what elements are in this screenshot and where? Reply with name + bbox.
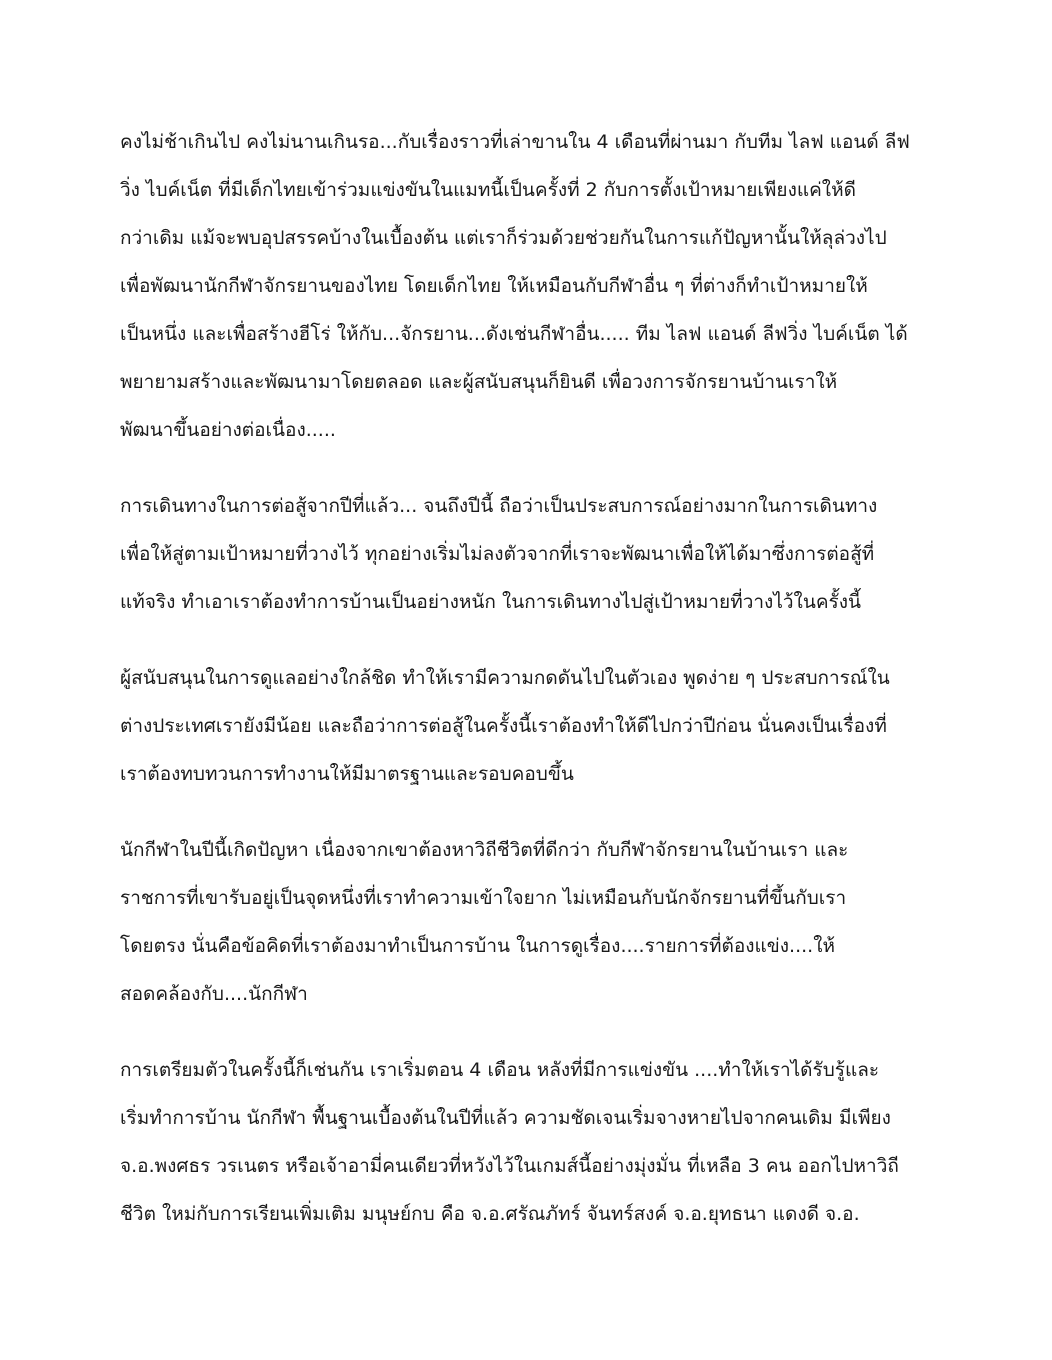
text-line: กว่าเดิม แม้จะพบอุปสรรคบ้างในเบื้องต้น แต่เราก็ร่วมด้วยช่วยกันในการแก้ปัญหานั้นให้ลุล่วงไป: [120, 227, 887, 249]
text-line: เริ่มทำการบ้าน นักกีฬา พื้นฐานเบื้องต้นในปีที่แล้ว ความชัดเจนเริ่มจางหายไปจากคนเดิม มีเพียง: [120, 1107, 891, 1129]
text-line: วิ่ง ไบค์เน็ต ที่มีเด็กไทยเข้าร่วมแข่งขันในแมทนี้เป็นครั้งที่ 2 กับการตั้งเป้าหมายเพียงแค่ให้ดี: [120, 179, 856, 201]
paragraph-4: [120, 826, 950, 1018]
paragraph-2: [120, 482, 950, 626]
text-line: เป็นหนึ่ง และเพื่อสร้างฮีโร่ ให้กับ...จักรยาน...ดังเช่นกีฬาอื่น..... ทีม ไลฟ แอนด์ ลีฟวิ่ง ไบค์เน็ต ได้: [120, 323, 908, 345]
text-line: การเดินทางในการต่อสู้จากปีที่แล้ว... จนถึงปีนี้ ถือว่าเป็นประสบการณ์อย่างมากในการเดินทาง: [120, 495, 878, 517]
text-line: การเตรียมตัวในครั้งนี้ก็เช่นกัน เราเริ่มตอน 4 เดือน หลังที่มีการแข่งขัน ....ทำให้เราได้รับรู้และ: [120, 1059, 880, 1081]
text-line: เพื่อให้สู่ตามเป้าหมายที่วางไว้ ทุกอย่างเริ่มไม่ลงตัวจากที่เราจะพัฒนาเพื่อให้ได้มาซึ่งการต่อสู้ที่: [120, 543, 875, 565]
text-line: จ.อ.พงศธร วรเนตร หรือเจ้าอามี่คนเดียวที่หวังไว้ในเกมส์นี้อย่างมุ่งมั่น ที่เหลือ 3 คน ออกไปหาวิถี: [120, 1155, 899, 1177]
text-line: แท้จริง ทำเอาเราต้องทำการบ้านเป็นอย่างหนัก ในการเดินทางไปสู่เป้าหมายที่วางไว้ในครั้งนี้: [120, 591, 861, 613]
document-body: [120, 118, 950, 1266]
text-line: พยายามสร้างและพัฒนามาโดยตลอด และผู้สนับสนุนก็ยินดี เพื่อวงการจักรยานบ้านเราให้: [120, 371, 838, 393]
paragraph-5: [120, 1046, 950, 1238]
text-line: ผู้สนับสนุนในการดูแลอย่างใกล้ชิด ทำให้เรามีความกดดันไปในตัวเอง พูดง่าย ๆ ประสบการณ์ใน: [120, 667, 890, 689]
text-line: โดยตรง นั่นคือข้อคิดที่เราต้องมาทำเป็นการบ้าน ในการดูเรื่อง....รายการที่ต้องแข่ง....ให้: [120, 935, 836, 957]
text-line: ชีวิต ใหม่กับการเรียนเพิ่มเติม มนุษย์กบ คือ จ.อ.ศรัณภัทร์ จันทร์สงค์ จ.อ.ยุทธนา แดงดี จ.อ.: [120, 1203, 860, 1225]
text-line: สอดคล้องกับ....นักกีฬา: [120, 983, 308, 1005]
paragraph-3: [120, 654, 950, 798]
text-line: ราชการที่เขารับอยู่เป็นจุดหนึ่งที่เราทำความเข้าใจยาก ไม่เหมือนกับนักจักรยานที่ขึ้นกับเรา: [120, 887, 847, 909]
text-line: เราต้องทบทวนการทำงานให้มีมาตรฐานและรอบคอบขึ้น: [120, 763, 574, 785]
text-line: ต่างประเทศเรายังมีน้อย และถือว่าการต่อสู้ในครั้งนี้เราต้องทำให้ดีไปกว่าปีก่อน นั่นคงเป็นเรื่องที่: [120, 715, 887, 737]
text-line: พัฒนาขึ้นอย่างต่อเนื่อง.....: [120, 419, 336, 441]
text-line: นักกีฬาในปีนี้เกิดปัญหา เนื่องจากเขาต้องหาวิถีชีวิตที่ดีกว่า กับกีฬาจักรยานในบ้านเรา และ: [120, 839, 849, 861]
text-line: เพื่อพัฒนานักกีฬาจักรยานของไทย โดยเด็กไทย ให้เหมือนกับกีฬาอื่น ๆ ที่ต่างก็ทำเป้าหมายให้: [120, 275, 868, 297]
paragraph-1: [120, 118, 950, 454]
text-line: คงไม่ช้าเกินไป คงไม่นานเกินรอ...กับเรื่องราวที่เล่าขานใน 4 เดือนที่ผ่านมา กับทีม ไลฟ แอนด์ ลีฟ: [120, 131, 910, 153]
